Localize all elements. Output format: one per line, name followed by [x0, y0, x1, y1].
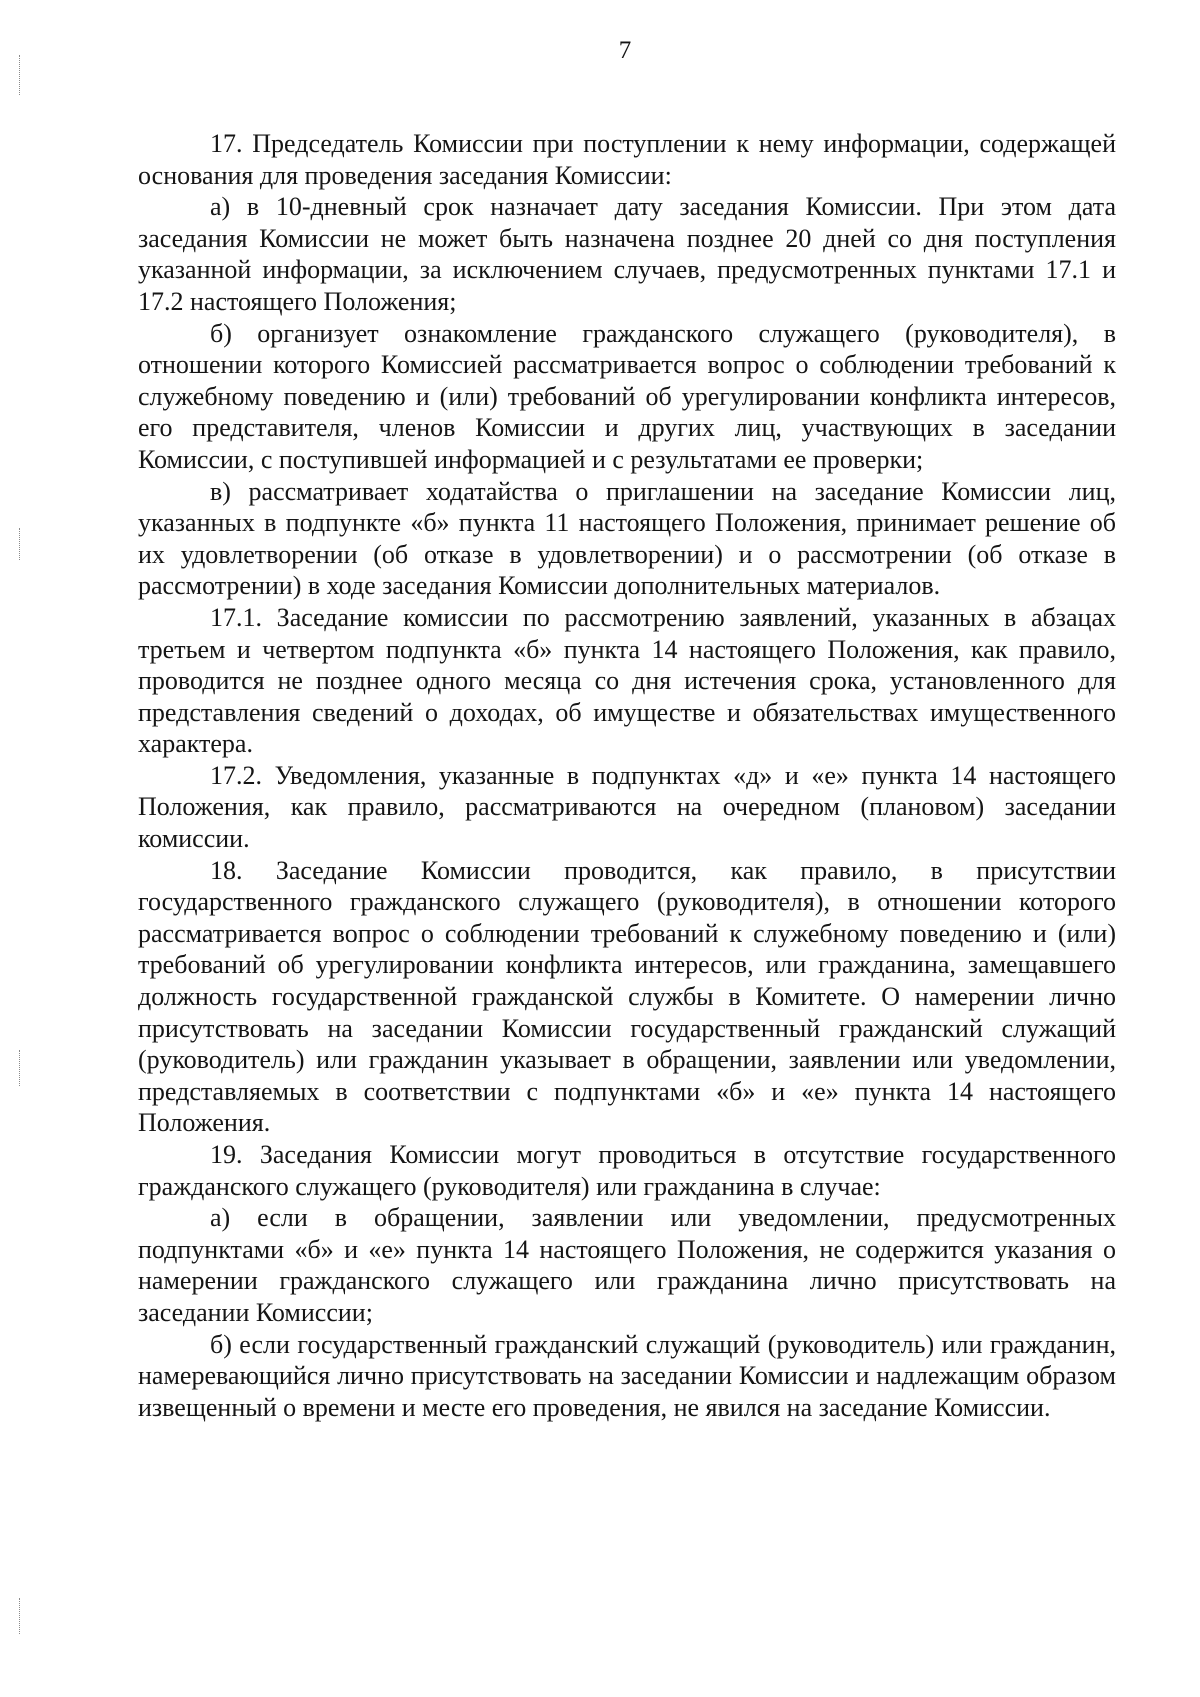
paragraph-17-v: в) рассматривает ходатайства о приглашении на заседание Комиссии лиц, указанных в подпункте «б» пункта 11 настоящего Положения, принимает решение об их удовлетворении (об отказе в удовлетворении) и о рассмотрении (об отказе в рассмотрении) в ходе заседания Комиссии дополнительных материалов. [138, 476, 1116, 601]
paragraph-17-a: а) в 10-дневный срок назначает дату заседания Комиссии. При этом дата заседания Комиссии не может быть назначена позднее 20 дней со дня поступления указанной информации, за исключением случаев, предусмотренных пунктами 17.1 и 17.2 настоящего Положения; [138, 192, 1116, 316]
paragraph-17-2: 17.2. Уведомления, указанные в подпунктах «д» и «е» пункта 14 настоящего Положения, как правило, рассматриваются на очередном (плановом) заседании комиссии. [138, 760, 1116, 854]
paragraph-19-b: б) если государственный гражданский служащий (руководитель) или гражданин, намеревающийся лично присутствовать на заседании Комиссии и надлежащим образом извещенный о времени и месте его проведения, не явился на заседание Комиссии. [138, 1329, 1116, 1422]
scan-edge-mark [19, 1050, 21, 1086]
paragraph-19: 19. Заседания Комиссии могут проводиться в отсутствие государственного гражданского служащего (руководителя) или гражданина в случае: [138, 1140, 1116, 1201]
paragraph-18: 18. Заседание Комиссии проводится, как правило, в присутствии государственного гражданского служащего (руководителя), в отношении которого рассматривается вопрос о соблюдении требований к служебному поведению и (или) требований об урегулировании конфликта интересов, или гражданина, замещавшего должность государственной гражданской службы в Комитете. О намерении лично присутствовать на заседании Комиссии государственный гражданский служащий (руководитель) или гражданин указывает в обращении, заявлении или уведомлении, представляемых в соответствии с подпунктами «б» и «е» пункта 14 настоящего Положения. [138, 855, 1116, 1138]
paragraph-17: 17. Председатель Комиссии при поступлении к нему информации, содержащей основания для проведения заседания Комиссии: [138, 129, 1116, 190]
paragraph-17-b: б) организует ознакомление гражданского служащего (руководителя), в отношении которого Комиссией рассматривается вопрос о соблюдении требований к служебному поведению и (или) требований об урегулировании конфликта интересов, его представителя, членов Комиссии и других лиц, участвующих в заседании Комиссии, с поступившей информацией и с результатами ее проверки; [138, 318, 1116, 474]
document-body [138, 128, 1116, 1423]
scan-edge-mark [19, 1598, 21, 1634]
scan-edge-mark [19, 528, 21, 560]
page-number: 7 [618, 37, 632, 64]
paragraph-19-a: а) если в обращении, заявлении или уведомлении, предусмотренных подпунктами «б» и «е» пункта 14 настоящего Положения, не содержится указания о намерении гражданского служащего или гражданина лично присутствовать на заседании Комиссии; [138, 1203, 1116, 1327]
paragraph-17-1: 17.1. Заседание комиссии по рассмотрению заявлений, указанных в абзацах третьем и четвертом подпункта «б» пункта 14 настоящего Положения, как правило, проводится не позднее одного месяца со дня истечения срока, установленного для представления сведений о доходах, об имуществе и обязательствах имущественного характера. [138, 602, 1116, 759]
